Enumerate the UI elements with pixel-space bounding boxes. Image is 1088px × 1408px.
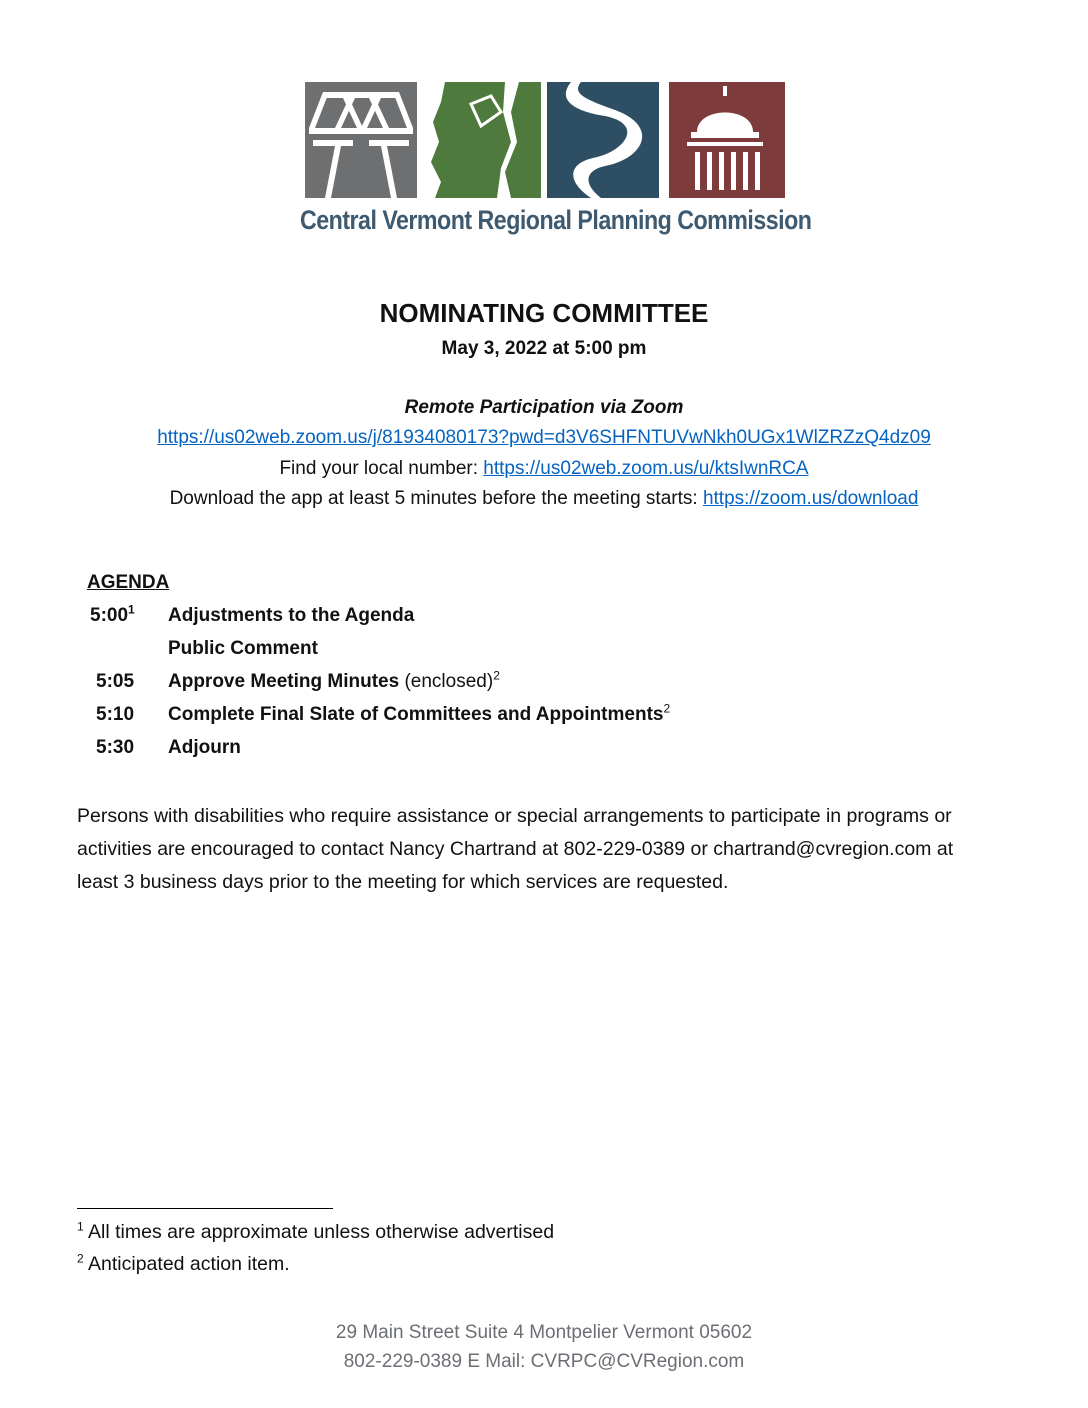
footer-contact: 802-229-0389 E Mail: CVRPC@CVRegion.com [343,1351,745,1372]
agenda-row [0,638,1088,668]
local-number-label: Find your local number: [279,458,484,479]
footnote-divider [77,1208,333,1209]
org-name: Central Vermont Regional Planning Commission [300,205,812,235]
local-number-link[interactable]: https://us02web.zoom.us/u/ktsIwnRCA [483,458,809,479]
agenda-item: Approve Meeting Minutes (enclosed)$^2$ [168,668,500,692]
zoom-link-line [0,427,1088,449]
footnote: $^1$ All times are approximate unless otherwise advertised [77,1219,555,1243]
agenda-time: $5:00^1$ [90,602,135,626]
accessibility-notice: Persons with disabilities who require assistance or special arrangements to participate in programs or activities are encouraged to contact Nancy Chartrand at 802-229-0389 or chartrand@cvregion.com at least 3 business days prior to the meeting for which services are requested. [77,805,954,893]
download-label: Download the app at least 5 minutes before the meeting starts: [169,488,703,509]
agenda-item: Complete Final Slate of Committees and Appointments$^2$ [168,701,671,725]
download-line [0,488,1088,510]
remote-heading: Remote Participation via Zoom [404,397,684,418]
agenda-row [0,737,1088,767]
footnote: $^2$ Anticipated action item. [77,1251,290,1275]
page-title: NOMINATING COMMITTEE [379,298,709,328]
zoom-meeting-link[interactable]: https://us02web.zoom.us/j/81934080173?pwd=d3V6SHFNTUVwNkh0UGx1WlZRZzQ4dz09 [157,427,931,448]
agenda-item: Adjustments to the Agenda [168,605,415,626]
agenda-row [0,668,1088,701]
agenda-row [0,602,1088,635]
download-link[interactable]: https://zoom.us/download [702,488,919,509]
agenda-heading: AGENDA [87,572,170,593]
agenda-item: Adjourn [168,737,241,758]
agenda-item: Public Comment [168,638,318,659]
agenda-time: 5:10 [96,704,135,725]
agenda-row [0,701,1088,734]
agenda-time: 5:05 [96,671,135,692]
meeting-date: May 3, 2022 at 5:00 pm [441,338,647,359]
agenda-time: 5:30 [96,737,135,758]
footer-address: 29 Main Street Suite 4 Montpelier Vermont 05602 [335,1322,753,1343]
local-number-line [0,458,1088,480]
cvrpc-logo [305,82,785,198]
